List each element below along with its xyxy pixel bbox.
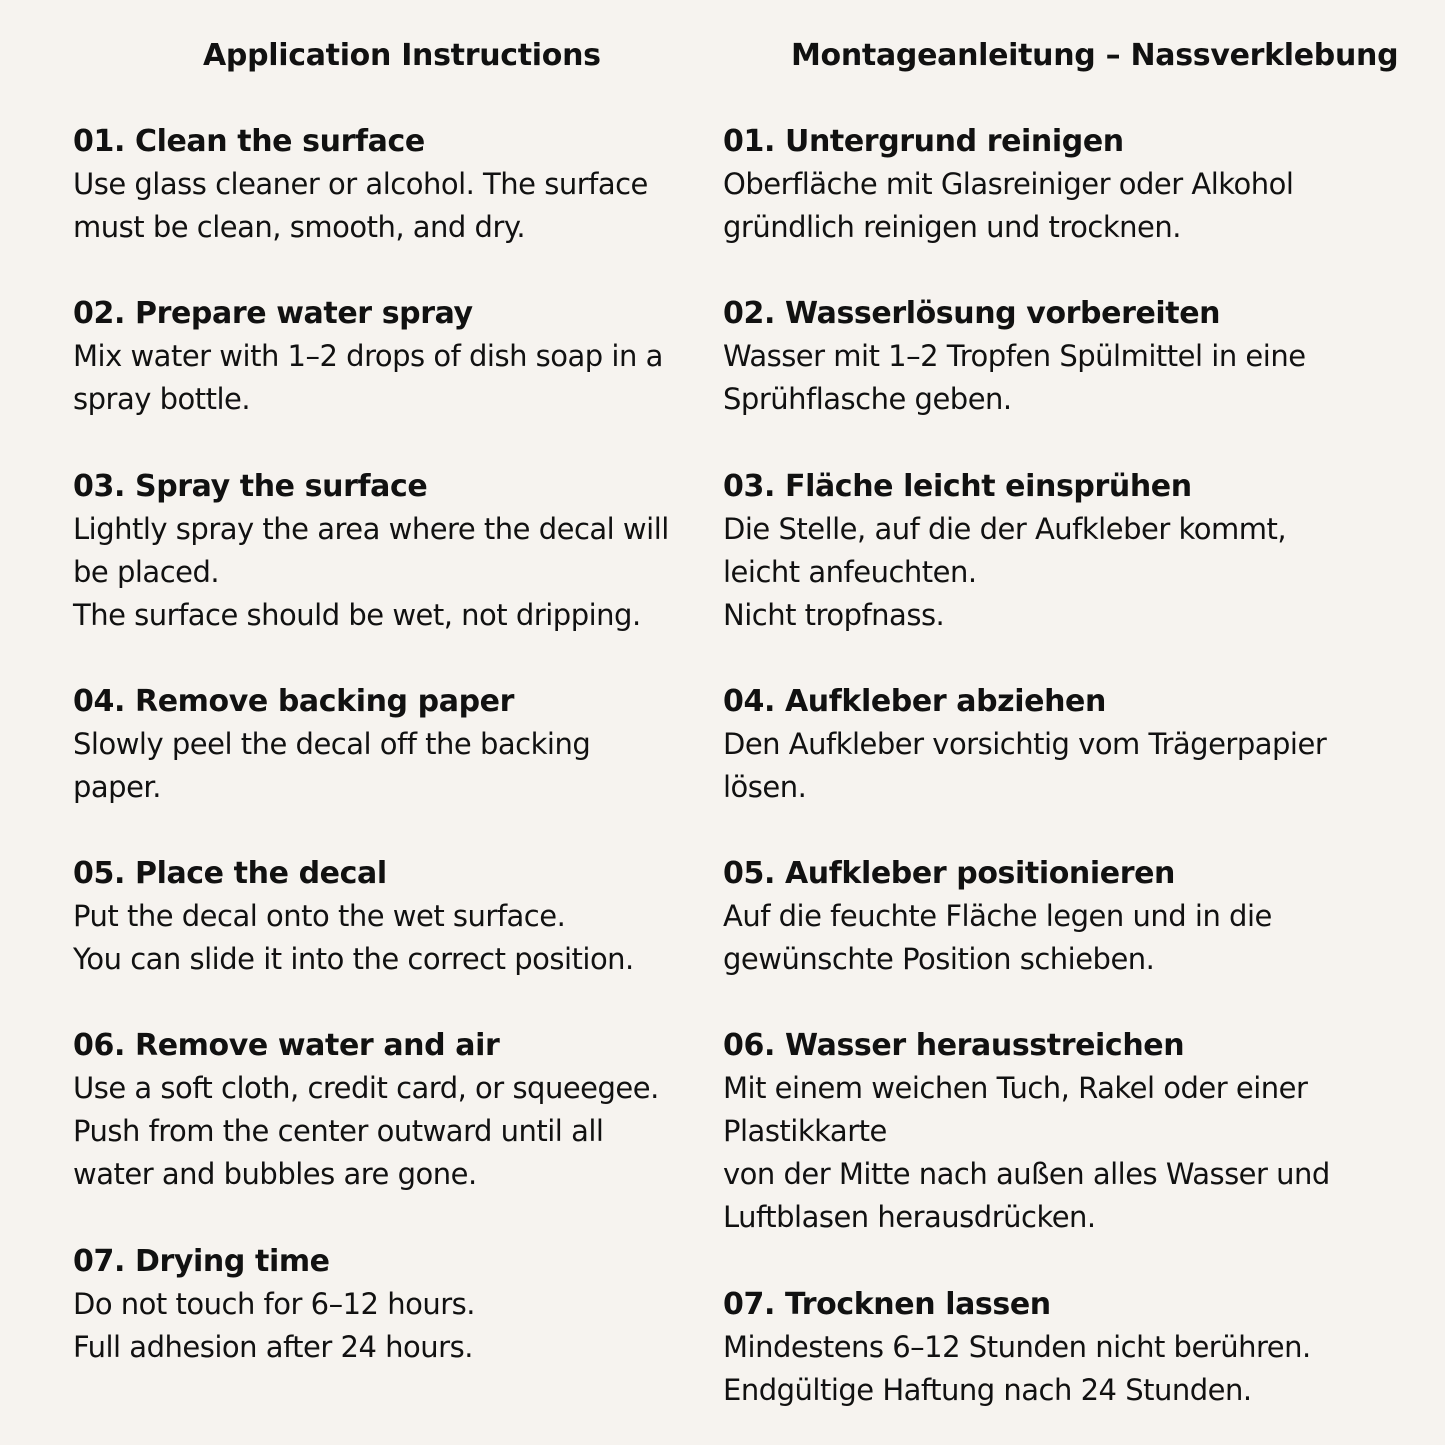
step-line: leicht anfeuchten.: [723, 555, 977, 589]
step-line: Full adhesion after 24 hours.: [73, 1330, 473, 1364]
step-line: Sprühflasche geben.: [723, 382, 1012, 416]
english-title: Application Instructions: [203, 38, 601, 73]
step-body: [73, 1067, 659, 1196]
step-line: Do not touch for 6–12 hours.: [73, 1287, 475, 1321]
step-heading: 06. Remove water and air: [73, 1028, 500, 1063]
step-body: [73, 163, 648, 249]
step-line: paper.: [73, 770, 161, 804]
step-line: Use a soft cloth, credit card, or squeegee.: [73, 1071, 659, 1105]
step-line: Mit einem weichen Tuch, Rakel oder einer: [723, 1071, 1308, 1105]
step-line: You can slide it into the correct position.: [73, 942, 634, 976]
step-line: von der Mitte nach außen alles Wasser und: [723, 1157, 1330, 1191]
step-line: gründlich reinigen und trocknen.: [723, 210, 1181, 244]
step-body: [723, 1326, 1311, 1412]
step-line: be placed.: [73, 555, 220, 589]
step-line: Lightly spray the area where the decal will: [73, 512, 669, 546]
english-step-2: [73, 292, 663, 421]
step-line: must be clean, smooth, and dry.: [73, 210, 526, 244]
step-body: [73, 335, 663, 421]
step-heading: 04. Remove backing paper: [73, 684, 515, 719]
step-body: [73, 508, 669, 637]
step-heading: 03. Spray the surface: [73, 469, 428, 504]
english-step-6: [73, 1024, 659, 1196]
english-step-5: [73, 852, 634, 981]
step-heading: 01. Clean the surface: [73, 124, 425, 159]
step-line: Mindestens 6–12 Stunden nicht berühren.: [723, 1330, 1311, 1364]
step-heading: 07. Trocknen lassen: [723, 1287, 1051, 1322]
step-line: Luftblasen herausdrücken.: [723, 1200, 1096, 1234]
step-heading: 06. Wasser herausstreichen: [723, 1028, 1185, 1063]
german-step-7: [723, 1283, 1311, 1412]
german-title: Montageanleitung – Nassverklebung: [791, 38, 1399, 73]
german-step-5: [723, 852, 1272, 981]
step-body: [73, 895, 634, 981]
english-step-4: [73, 680, 590, 809]
german-step-4: [723, 680, 1326, 809]
step-line: Use glass cleaner or alcohol. The surface: [73, 167, 648, 201]
german-step-1: [723, 120, 1293, 249]
step-heading: 01. Untergrund reinigen: [723, 124, 1124, 159]
step-line: lösen.: [723, 770, 807, 804]
step-body: [723, 163, 1293, 249]
step-line: Auf die feuchte Fläche legen und in die: [723, 899, 1272, 933]
step-heading: 05. Place the decal: [73, 856, 387, 891]
step-line: Put the decal onto the wet surface.: [73, 899, 566, 933]
english-step-3: [73, 465, 669, 637]
step-heading: 02. Prepare water spray: [73, 296, 473, 331]
step-body: [723, 1067, 1330, 1239]
step-line: Nicht tropfnass.: [723, 598, 945, 632]
step-line: Push from the center outward until all: [73, 1114, 604, 1148]
english-step-1: [73, 120, 648, 249]
step-body: [723, 723, 1326, 809]
step-body: [73, 1283, 475, 1369]
step-line: Oberfläche mit Glasreiniger oder Alkohol: [723, 167, 1294, 201]
step-heading: 04. Aufkleber abziehen: [723, 684, 1106, 719]
step-line: Die Stelle, auf die der Aufkleber kommt,: [723, 512, 1287, 546]
step-line: Slowly peel the decal off the backing: [73, 727, 591, 761]
step-heading: 02. Wasserlösung vorbereiten: [723, 296, 1221, 331]
step-line: Den Aufkleber vorsichtig vom Trägerpapier: [723, 727, 1327, 761]
step-line: Wasser mit 1–2 Tropfen Spülmittel in eine: [723, 339, 1306, 373]
step-line: The surface should be wet, not dripping.: [73, 598, 641, 632]
german-step-3: [723, 465, 1286, 637]
step-line: gewünschte Position schieben.: [723, 942, 1155, 976]
german-step-6: [723, 1024, 1330, 1239]
step-heading: 03. Fläche leicht einsprühen: [723, 469, 1192, 504]
step-line: water and bubbles are gone.: [73, 1157, 477, 1191]
step-body: [723, 895, 1272, 981]
step-body: [73, 723, 590, 809]
english-step-7: [73, 1240, 475, 1369]
step-heading: 05. Aufkleber positionieren: [723, 856, 1176, 891]
step-body: [723, 508, 1286, 637]
step-line: Plastikkarte: [723, 1114, 887, 1148]
step-heading: 07. Drying time: [73, 1244, 330, 1279]
step-line: spray bottle.: [73, 382, 251, 416]
step-line: Mix water with 1–2 drops of dish soap in a: [73, 339, 663, 373]
step-body: [723, 335, 1306, 421]
german-step-2: [723, 292, 1306, 421]
step-line: Endgültige Haftung nach 24 Stunden.: [723, 1373, 1252, 1407]
